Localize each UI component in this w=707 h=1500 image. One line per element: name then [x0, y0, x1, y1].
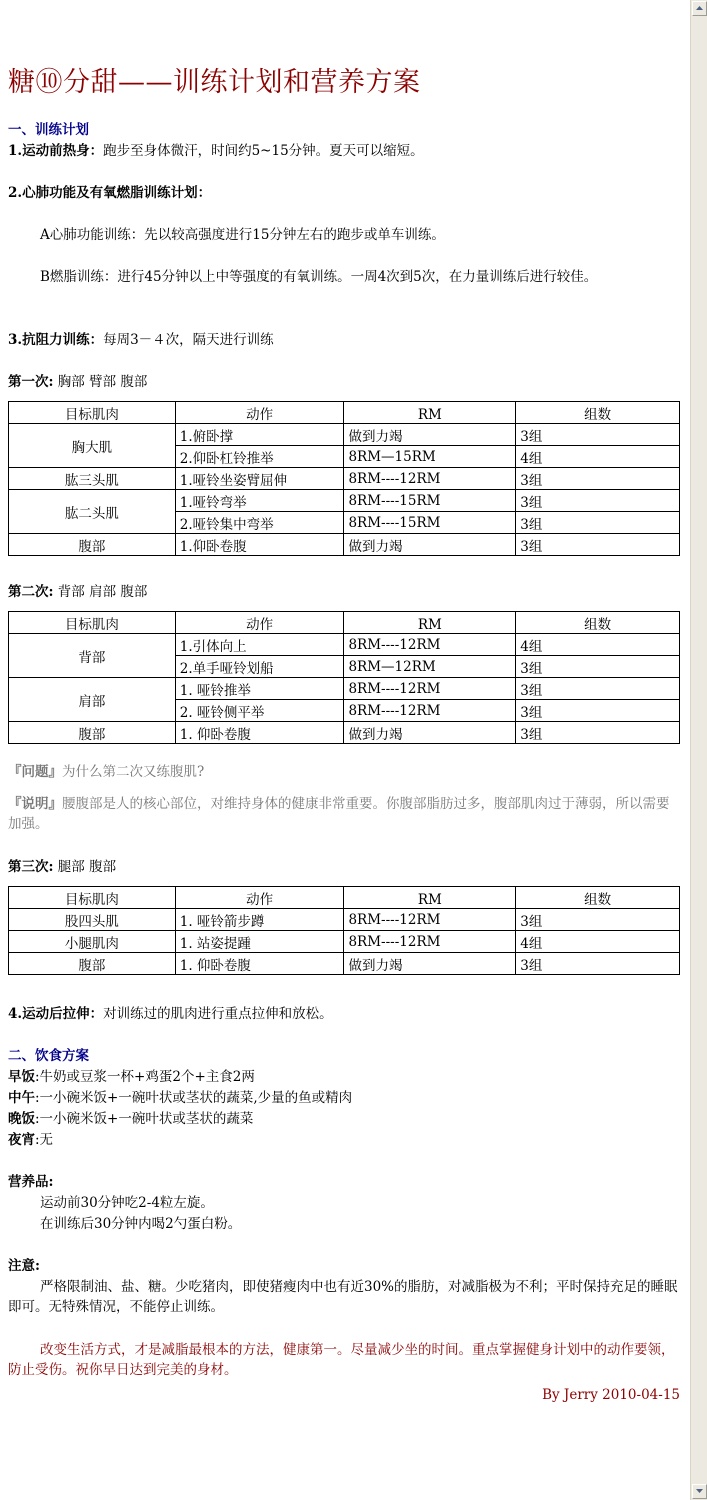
col-sets: 组数 — [516, 402, 680, 424]
sets-cell: 4组 — [516, 931, 680, 953]
closing-text: 改变生活方式，才是减脂最根本的方法，健康第一。尽量减少坐的时间。重点掌握健身计划中的动作要领，防止受伤。祝你早日达到完美的身材。 — [8, 1342, 675, 1378]
stretch-label: 4.运动后拉伸： — [8, 1006, 104, 1022]
muscle-cell: 肩部 — [9, 678, 176, 722]
action-cell: 1.俯卧撑 — [175, 424, 344, 446]
table-row — [9, 909, 680, 931]
dinner-label: 晚饭 — [8, 1111, 35, 1127]
dinner-line — [8, 1109, 680, 1129]
rm-cell: 做到力竭 — [344, 722, 516, 744]
explain-line — [8, 794, 680, 834]
action-cell: 2.单手哑铃划船 — [175, 656, 344, 678]
col-action: 动作 — [175, 887, 344, 909]
dinner-text: :一小碗米饭+一碗叶状或茎状的蔬菜 — [35, 1111, 254, 1127]
scroll-up-button[interactable] — [692, 1, 707, 16]
warmup-label: 1.运动前热身： — [8, 143, 104, 159]
rm-cell: 8RM—15RM — [344, 446, 516, 468]
explain-text: 腰腹部是人的核心部位，对维持身体的健康非常重要。你腹部脂肪过多，腹部肌肉过于薄弱，所以需要加强。 — [8, 796, 670, 832]
rm-cell: 8RM----12RM — [344, 931, 516, 953]
resist-label: 3.抗阻力训练： — [8, 332, 104, 348]
section-heading-diet: 二、饮食方案 — [8, 1048, 89, 1064]
note-text: 严格限制油、盐、糖。少吃猪肉，即使猪瘦肉中也有近30%的脂肪，对减脂极为不利；平时保持充足的睡眠即可。无特殊情况，不能停止训练。 — [8, 1279, 678, 1315]
sets-cell: 3组 — [516, 468, 680, 490]
col-sets: 组数 — [516, 612, 680, 634]
question-line — [8, 762, 680, 782]
lunch-line — [8, 1088, 680, 1108]
breakfast-label: 早饭 — [8, 1069, 35, 1085]
resist-text: 每周3－４次，隔天进行训练 — [103, 332, 274, 348]
muscle-cell: 小腿肌肉 — [9, 931, 176, 953]
resist-line — [8, 330, 680, 350]
stretch-line — [8, 1004, 680, 1024]
col-rm: RM — [344, 402, 516, 424]
day2-table — [8, 611, 680, 744]
action-cell: 1.哑铃弯举 — [175, 490, 344, 512]
action-cell: 1.仰卧卷腹 — [175, 534, 344, 556]
supplement-heading: 营养品: — [8, 1174, 54, 1190]
muscle-cell: 胸大肌 — [9, 424, 176, 468]
rm-cell: 8RM----12RM — [344, 468, 516, 490]
table-row — [9, 534, 680, 556]
muscle-cell: 腹部 — [9, 953, 176, 975]
action-cell: 2. 哑铃侧平举 — [175, 700, 344, 722]
action-cell: 1. 仰卧卷腹 — [175, 722, 344, 744]
col-muscle: 目标肌肉 — [9, 402, 176, 424]
rm-cell: 8RM----15RM — [344, 490, 516, 512]
sets-cell: 3组 — [516, 424, 680, 446]
muscle-cell: 腹部 — [9, 534, 176, 556]
action-cell: 1. 站姿提踵 — [175, 931, 344, 953]
muscle-cell: 股四头肌 — [9, 909, 176, 931]
table-row — [9, 424, 680, 446]
rm-cell: 8RM----12RM — [344, 678, 516, 700]
sets-cell: 4组 — [516, 446, 680, 468]
question-label: 『问题』 — [8, 764, 62, 780]
rm-cell: 做到力竭 — [344, 953, 516, 975]
sets-cell: 3组 — [516, 722, 680, 744]
day2-parts: 背部 肩部 腹部 — [53, 584, 148, 600]
sets-cell: 3组 — [516, 656, 680, 678]
rm-cell: 8RM----12RM — [344, 700, 516, 722]
day1-label: 第一次: — [8, 374, 54, 390]
supplement-2: 在训练后30分钟内喝2勺蛋白粉。 — [40, 1216, 242, 1232]
sets-cell: 3组 — [516, 953, 680, 975]
day1-parts: 胸部 臂部 腹部 — [53, 374, 148, 390]
signature: By Jerry 2010-04-15 — [542, 1387, 680, 1403]
note-heading: 注意: — [8, 1258, 40, 1274]
rm-cell: 8RM—12RM — [344, 656, 516, 678]
sets-cell: 3组 — [516, 909, 680, 931]
snack-line — [8, 1130, 680, 1150]
col-sets: 组数 — [516, 887, 680, 909]
cardio-b: B燃脂训练：进行45分钟以上中等强度的有氧训练。一周4次到5次，在力量训练后进行较佳。 — [40, 269, 598, 285]
rm-cell: 8RM----12RM — [344, 634, 516, 656]
action-cell: 1.引体向上 — [175, 634, 344, 656]
table-row — [9, 490, 680, 512]
sets-cell: 4组 — [516, 634, 680, 656]
sets-cell: 3组 — [516, 512, 680, 534]
table-header-row — [9, 612, 680, 634]
warmup-text: 跑步至身体微汗，时间约5~15分钟。夏天可以缩短。 — [103, 143, 424, 159]
col-muscle: 目标肌肉 — [9, 612, 176, 634]
col-muscle: 目标肌肉 — [9, 887, 176, 909]
rm-cell: 8RM----15RM — [344, 512, 516, 534]
muscle-cell: 肱三头肌 — [9, 468, 176, 490]
action-cell: 1. 哑铃箭步蹲 — [175, 909, 344, 931]
day3-parts: 腿部 腹部 — [53, 859, 117, 875]
day2-heading — [8, 582, 680, 602]
warmup-line — [8, 141, 680, 161]
col-action: 动作 — [175, 402, 344, 424]
scroll-down-button[interactable] — [692, 1484, 707, 1499]
action-cell: 2.哑铃集中弯举 — [175, 512, 344, 534]
table-row — [9, 468, 680, 490]
day1-heading — [8, 372, 680, 392]
explain-label: 『说明』 — [8, 796, 62, 812]
day3-label: 第三次: — [8, 859, 54, 875]
question-text: 为什么第二次又练腹肌? — [62, 764, 205, 780]
table-row — [9, 678, 680, 700]
supplement-1: 运动前30分钟吃2-4粒左旋。 — [40, 1195, 214, 1211]
lunch-text: :一小碗米饭+一碗叶状或茎状的蔬菜,少量的鱼或精肉 — [35, 1090, 353, 1106]
muscle-cell: 腹部 — [9, 722, 176, 744]
cardio-heading: 2.心肺功能及有氧燃脂训练计划： — [8, 185, 212, 201]
day1-table — [8, 401, 680, 556]
table-header-row — [9, 402, 680, 424]
sets-cell: 3组 — [516, 490, 680, 512]
table-row — [9, 931, 680, 953]
col-action: 动作 — [175, 612, 344, 634]
sets-cell: 3组 — [516, 534, 680, 556]
snack-label: 夜宵 — [8, 1132, 35, 1148]
table-header-row — [9, 887, 680, 909]
rm-cell: 做到力竭 — [344, 534, 516, 556]
rm-cell: 做到力竭 — [344, 424, 516, 446]
action-cell: 1.哑铃坐姿臂屈伸 — [175, 468, 344, 490]
breakfast-text: :牛奶或豆浆一杯+鸡蛋2个+主食2两 — [35, 1069, 255, 1085]
table-row — [9, 722, 680, 744]
page-title: 糖⑩分甜——训练计划和营养方案 — [8, 67, 421, 98]
cardio-a: A心肺功能训练：先以较高强度进行15分钟左右的跑步或单车训练。 — [40, 227, 445, 243]
sets-cell: 3组 — [516, 678, 680, 700]
rm-cell: 8RM----12RM — [344, 909, 516, 931]
lunch-label: 中午 — [8, 1090, 35, 1106]
muscle-cell: 背部 — [9, 634, 176, 678]
sets-cell: 3组 — [516, 700, 680, 722]
day3-heading — [8, 857, 680, 877]
col-rm: RM — [344, 887, 516, 909]
breakfast-line — [8, 1067, 680, 1087]
action-cell: 1. 哑铃推举 — [175, 678, 344, 700]
table-row — [9, 634, 680, 656]
action-cell: 1. 仰卧卷腹 — [175, 953, 344, 975]
scroll-up-arrow-icon — [696, 6, 703, 11]
col-rm: RM — [344, 612, 516, 634]
snack-text: :无 — [35, 1132, 54, 1148]
scroll-thumb[interactable] — [692, 17, 707, 1483]
vertical-scrollbar[interactable] — [690, 0, 707, 1500]
section-heading-training: 一、训练计划 — [8, 122, 89, 138]
action-cell: 2.仰卧杠铃推举 — [175, 446, 344, 468]
stretch-text: 对训练过的肌肉进行重点拉伸和放松。 — [103, 1006, 333, 1022]
day2-label: 第二次: — [8, 584, 54, 600]
muscle-cell: 肱二头肌 — [9, 490, 176, 534]
table-row — [9, 953, 680, 975]
day3-table — [8, 886, 680, 975]
scroll-down-arrow-icon — [696, 1489, 703, 1494]
